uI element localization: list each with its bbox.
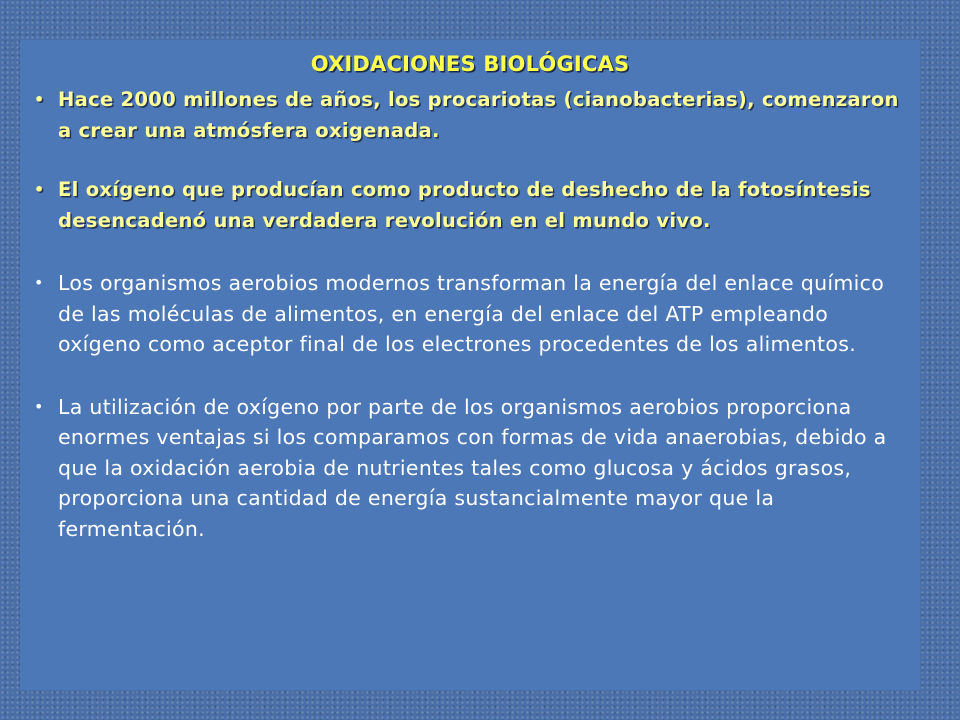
bullet-item-oxygen-advantages (34, 392, 914, 545)
bullet-text: Hace 2000 millones de años, los procariotas (cianobacterias), comenzaron a crear una atmósfera oxigenada. (58, 88, 899, 142)
slide-panel (20, 40, 920, 690)
bullet-icon: • (34, 90, 45, 109)
bullet-item-aerobic-organisms (34, 268, 914, 360)
bullet-icon: • (34, 273, 44, 292)
bullet-text: La utilización de oxígeno por parte de los organismos aerobios proporciona enormes ventajas si los comparamos con formas de vida anaerobias, debido a que la oxidación aerobia de nutrientes tales como glucosa y ácidos grasos, proporciona una cantidad de energía sustancialmente mayor que la fermentación. (58, 394, 887, 541)
bullet-text: El oxígeno que producían como producto de deshecho de la fotosíntesis desencadenó una verdadera revolución en el mundo vivo. (58, 178, 871, 232)
slide-title: OXIDACIONES BIOLÓGICAS (310, 52, 630, 76)
bullet-text: Los organismos aerobios modernos transforman la energía del enlace químico de las moléculas de alimentos, en energía del enlace del ATP empleando oxígeno como aceptor final de los electrones procedentes de los alimentos. (58, 271, 885, 356)
bullet-list (34, 84, 914, 544)
bullet-icon: • (34, 396, 44, 416)
bullet-item-cyanobacteria (34, 84, 914, 146)
bullet-icon: • (34, 180, 45, 199)
bullet-item-oxygen-revolution (34, 174, 914, 236)
